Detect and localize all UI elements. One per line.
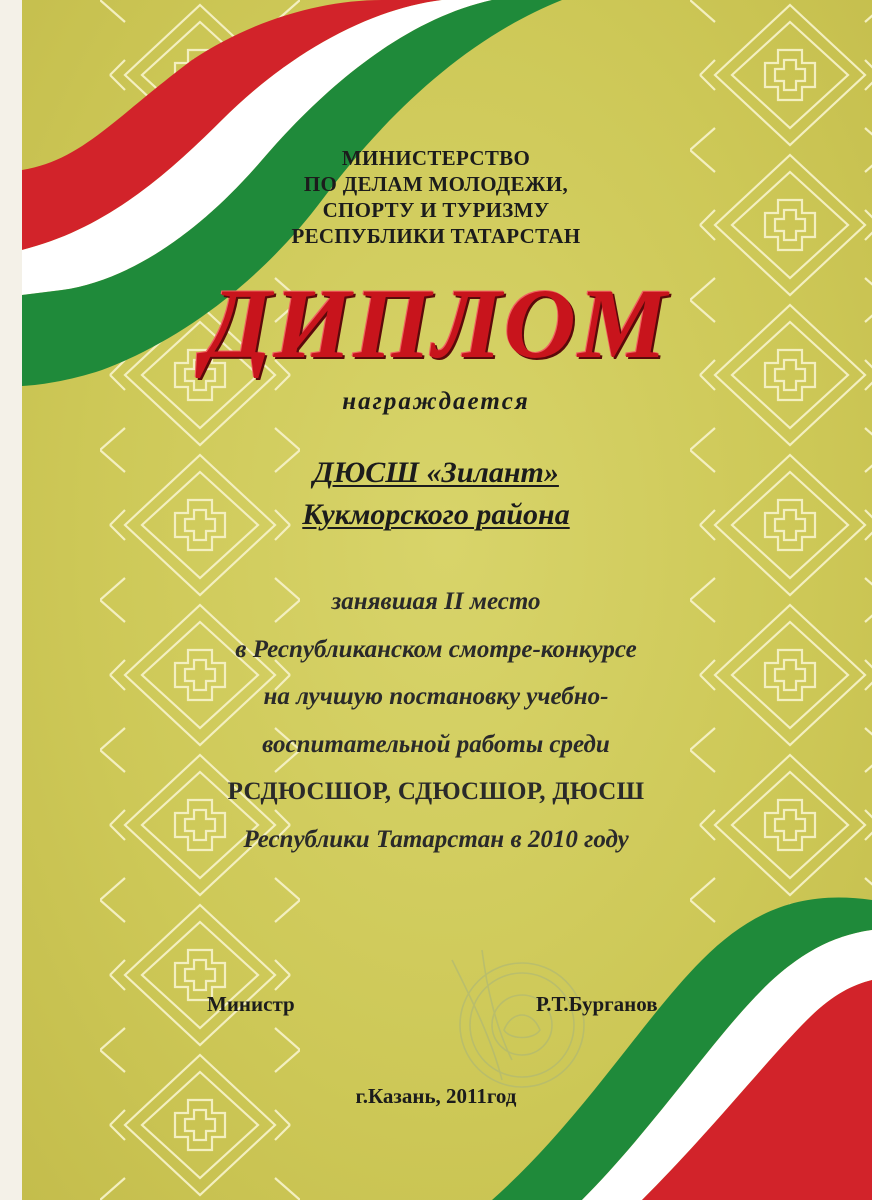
ministry-line-3: СПОРТУ И ТУРИЗМУ bbox=[322, 198, 550, 222]
diploma-sheet bbox=[22, 0, 872, 1200]
recipient-name: ДЮСШ «Зилант» bbox=[313, 456, 559, 489]
signatory-name: Р.Т.Бурганов bbox=[536, 992, 658, 1016]
diploma-title: ДИПЛОМ bbox=[203, 268, 669, 379]
ministry-line-1: МИНИСТЕРСТВО bbox=[341, 146, 531, 170]
description-line-2: в Республиканском смотре-конкурсе bbox=[235, 635, 637, 663]
description-line-3: на лучшую постановку учебно- bbox=[263, 683, 609, 710]
award-description bbox=[22, 578, 872, 863]
awarded-label: награждается bbox=[342, 388, 530, 415]
ministry-line-4: РЕСПУБЛИКИ ТАТАРСТАН bbox=[291, 224, 581, 248]
ministry-heading bbox=[22, 145, 872, 249]
description-line-6: Республики Татарстан в 2010 году bbox=[243, 825, 629, 853]
place-and-date: г.Казань, 2011год bbox=[355, 1084, 517, 1108]
description-line-4: воспитательной работы среди bbox=[262, 730, 610, 758]
recipient-block bbox=[22, 452, 872, 536]
recipient-district: Кукморского района bbox=[302, 498, 570, 531]
description-line-5: РСДЮСШОР, СДЮСШОР, ДЮСШ bbox=[227, 778, 645, 805]
signatory-role: Министр bbox=[207, 992, 295, 1016]
description-line-1: занявшая II место bbox=[331, 588, 541, 615]
ministry-line-2: ПО ДЕЛАМ МОЛОДЕЖИ, bbox=[303, 172, 569, 196]
